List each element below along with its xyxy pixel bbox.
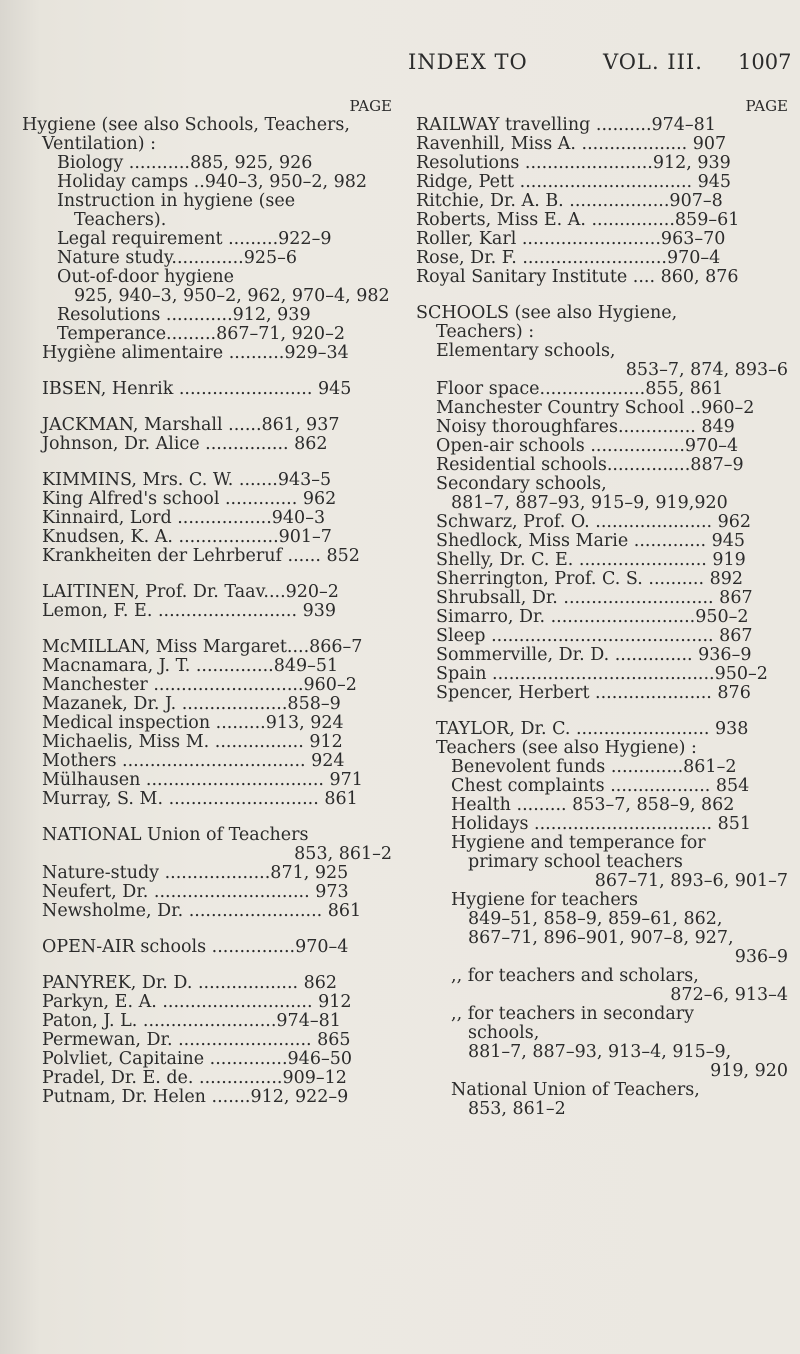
index-entry: 936–9 bbox=[734, 948, 788, 967]
index-entries-left bbox=[22, 116, 392, 1107]
index-entry: Health ......... 853–7, 858–9, 862 bbox=[451, 796, 735, 815]
index-entry: 867–71, 896–901, 907–8, 927, bbox=[468, 929, 734, 948]
index-entry: ,, for teachers in secondary bbox=[451, 1005, 695, 1024]
index-entry: Schwarz, Prof. O. ..................... 962 bbox=[436, 513, 752, 532]
index-entry: KIMMINS, Mrs. C. W. .......943–5 bbox=[42, 471, 332, 490]
index-entry: Johnson, Dr. Alice ............... 862 bbox=[42, 435, 328, 454]
index-entry: 853, 861–2 bbox=[294, 845, 392, 864]
index-entry: TAYLOR, Dr. C. ........................ 938 bbox=[436, 720, 749, 739]
index-entry: King Alfred's school ............. 962 bbox=[42, 490, 337, 509]
index-entry: Open-air schools .................970–4 bbox=[436, 437, 739, 456]
index-entry: Putnam, Dr. Helen .......912, 922–9 bbox=[42, 1088, 349, 1107]
index-entry: ,, for teachers and scholars, bbox=[451, 967, 699, 986]
index-entry: Newsholme, Dr. ........................ 861 bbox=[42, 902, 362, 921]
entry-spacer bbox=[22, 957, 392, 974]
index-entry: 867–71, 893–6, 901–7 bbox=[594, 872, 788, 891]
index-entry: JACKMAN, Marshall ......861, 937 bbox=[42, 416, 340, 435]
running-head bbox=[0, 50, 800, 80]
index-entry: Instruction in hygiene (see bbox=[57, 192, 296, 211]
index-entry: 881–7, 887–93, 913–4, 915–9, bbox=[468, 1043, 732, 1062]
index-entry: 849–51, 858–9, 859–61, 862, bbox=[468, 910, 723, 929]
index-entry: Temperance.........867–71, 920–2 bbox=[57, 325, 345, 344]
index-entry: 853–7, 874, 893–6 bbox=[625, 361, 788, 380]
index-entry: Medical inspection .........913, 924 bbox=[42, 714, 344, 733]
index-entry: Rose, Dr. F. ..........................970–4 bbox=[416, 249, 721, 268]
index-entry: Resolutions ............912, 939 bbox=[57, 306, 311, 325]
index-entry: Sherrington, Prof. C. S. .......... 892 bbox=[436, 570, 744, 589]
index-entry: schools, bbox=[468, 1024, 540, 1043]
index-entry: Murray, S. M. ........................... 861 bbox=[42, 790, 358, 809]
index-entry: Benevolent funds .............861–2 bbox=[451, 758, 737, 777]
running-head-left: INDEX TO bbox=[408, 50, 528, 74]
index-entry: OPEN-AIR schools ...............970–4 bbox=[42, 938, 349, 957]
index-entry: Nature-study ...................871, 925 bbox=[42, 864, 349, 883]
entry-spacer bbox=[22, 363, 392, 380]
index-entry: Chest complaints .................. 854 bbox=[451, 777, 750, 796]
entry-spacer bbox=[22, 399, 392, 416]
index-entry: Teachers). bbox=[74, 211, 167, 230]
index-entry: Macnamara, J. T. ..............849–51 bbox=[42, 657, 339, 676]
entry-spacer bbox=[416, 703, 788, 720]
index-entry: Teachers (see also Hygiene) : bbox=[436, 739, 697, 758]
index-entry: Shedlock, Miss Marie ............. 945 bbox=[436, 532, 746, 551]
index-entry: LAITINEN, Prof. Dr. Taav....920–2 bbox=[42, 583, 339, 602]
index-entry: PANYREK, Dr. D. .................. 862 bbox=[42, 974, 338, 993]
index-entry: Floor space...................855, 861 bbox=[436, 380, 724, 399]
index-entry: Noisy thoroughfares.............. 849 bbox=[436, 418, 735, 437]
index-entry: Holiday camps ..940–3, 950–2, 982 bbox=[57, 173, 368, 192]
index-entry: Resolutions .......................912, 939 bbox=[416, 154, 731, 173]
index-entry: Ritchie, Dr. A. B. ..................907–8 bbox=[416, 192, 723, 211]
index-entry: Hygiène alimentaire ..........929–34 bbox=[42, 344, 349, 363]
index-column-right bbox=[416, 96, 788, 1119]
index-entry: NATIONAL Union of Teachers bbox=[42, 826, 309, 845]
index-entry: Permewan, Dr. ........................ 865 bbox=[42, 1031, 351, 1050]
index-entry: Residential schools...............887–9 bbox=[436, 456, 744, 475]
index-entry: Manchester ...........................960–2 bbox=[42, 676, 357, 695]
index-entry: Neufert, Dr. ............................ 973 bbox=[42, 883, 349, 902]
running-head-right: VOL. III. bbox=[603, 50, 703, 74]
entry-spacer bbox=[416, 287, 788, 304]
index-entry: Ventilation) : bbox=[42, 135, 157, 154]
index-entry: Legal requirement .........922–9 bbox=[57, 230, 332, 249]
index-entry: Out-of-door hygiene bbox=[57, 268, 235, 287]
index-entry: Spencer, Herbert ..................... 876 bbox=[436, 684, 751, 703]
index-entry: Mothers ................................. 924 bbox=[42, 752, 345, 771]
index-entry: 881–7, 887–93, 915–9, 919,920 bbox=[451, 494, 728, 513]
index-entry: Teachers) : bbox=[436, 323, 535, 342]
index-entry: Lemon, F. E. ......................... 939 bbox=[42, 602, 336, 621]
index-entry: Elementary schools, bbox=[436, 342, 616, 361]
index-entry: Shrubsall, Dr. ........................... 867 bbox=[436, 589, 753, 608]
index-entry: Hygiene for teachers bbox=[451, 891, 639, 910]
index-column-left bbox=[22, 96, 392, 1107]
entry-spacer bbox=[22, 809, 392, 826]
index-entry: Sleep ........................................ 867 bbox=[436, 627, 753, 646]
index-entry: Manchester Country School ..960–2 bbox=[436, 399, 755, 418]
index-entry: Paton, J. L. ........................974–81 bbox=[42, 1012, 341, 1031]
index-entry: Michaelis, Miss M. ................ 912 bbox=[42, 733, 343, 752]
index-entry: RAILWAY travelling ..........974–81 bbox=[416, 116, 716, 135]
index-entry: 919, 920 bbox=[710, 1062, 788, 1081]
index-entry: Shelly, Dr. C. E. ....................... 919 bbox=[436, 551, 746, 570]
index-entry: Parkyn, E. A. ........................... 912 bbox=[42, 993, 352, 1012]
index-entry: Hygiene and temperance for bbox=[451, 834, 706, 853]
index-entry: Krankheiten der Lehrberuf ...... 852 bbox=[42, 547, 360, 566]
index-entries-right bbox=[416, 116, 788, 1119]
page-column-label: PAGE bbox=[349, 97, 392, 115]
index-entry: Polvliet, Capitaine ..............946–50 bbox=[42, 1050, 352, 1069]
index-entry: Pradel, Dr. E. de. ...............909–12 bbox=[42, 1069, 347, 1088]
index-entry: National Union of Teachers, bbox=[451, 1081, 700, 1100]
index-entry: Mülhausen ................................ 971 bbox=[42, 771, 363, 790]
index-entry: primary school teachers bbox=[468, 853, 683, 872]
index-entry: Biology ...........885, 925, 926 bbox=[57, 154, 313, 173]
index-entry: 872–6, 913–4 bbox=[670, 986, 788, 1005]
index-entry: Ravenhill, Miss A. ................... 907 bbox=[416, 135, 727, 154]
index-entry: Kinnaird, Lord .................940–3 bbox=[42, 509, 326, 528]
index-entry: Secondary schools, bbox=[436, 475, 607, 494]
index-entry: 853, 861–2 bbox=[468, 1100, 566, 1119]
index-entry: IBSEN, Henrik ........................ 945 bbox=[42, 380, 352, 399]
index-entry: Knudsen, K. A. ..................901–7 bbox=[42, 528, 332, 547]
index-entry: 925, 940–3, 950–2, 962, 970–4, 982 bbox=[74, 287, 390, 306]
index-entry: McMILLAN, Miss Margaret....866–7 bbox=[42, 638, 363, 657]
index-entry: SCHOOLS (see also Hygiene, bbox=[416, 304, 678, 323]
index-entry: Roller, Karl .........................963–70 bbox=[416, 230, 726, 249]
entry-spacer bbox=[22, 454, 392, 471]
index-entry: Ridge, Pett ............................... 945 bbox=[416, 173, 732, 192]
index-entry: Simarro, Dr. ..........................950–2 bbox=[436, 608, 749, 627]
index-entry: Mazanek, Dr. J. ...................858–9 bbox=[42, 695, 341, 714]
index-entry: Holidays ................................ 851 bbox=[451, 815, 752, 834]
entry-spacer bbox=[22, 921, 392, 938]
index-entry: Royal Sanitary Institute .... 860, 876 bbox=[416, 268, 739, 287]
entry-spacer bbox=[22, 621, 392, 638]
page-number: 1007 bbox=[738, 50, 792, 74]
index-entry: Spain ........................................950–2 bbox=[436, 665, 768, 684]
index-entry: Roberts, Miss E. A. ...............859–61 bbox=[416, 211, 740, 230]
entry-spacer bbox=[22, 566, 392, 583]
page-column-label: PAGE bbox=[745, 97, 788, 115]
index-entry: Hygiene (see also Schools, Teachers, bbox=[22, 116, 350, 135]
index-entry: Sommerville, Dr. D. .............. 936–9 bbox=[436, 646, 752, 665]
index-entry: Nature study.............925–6 bbox=[57, 249, 297, 268]
